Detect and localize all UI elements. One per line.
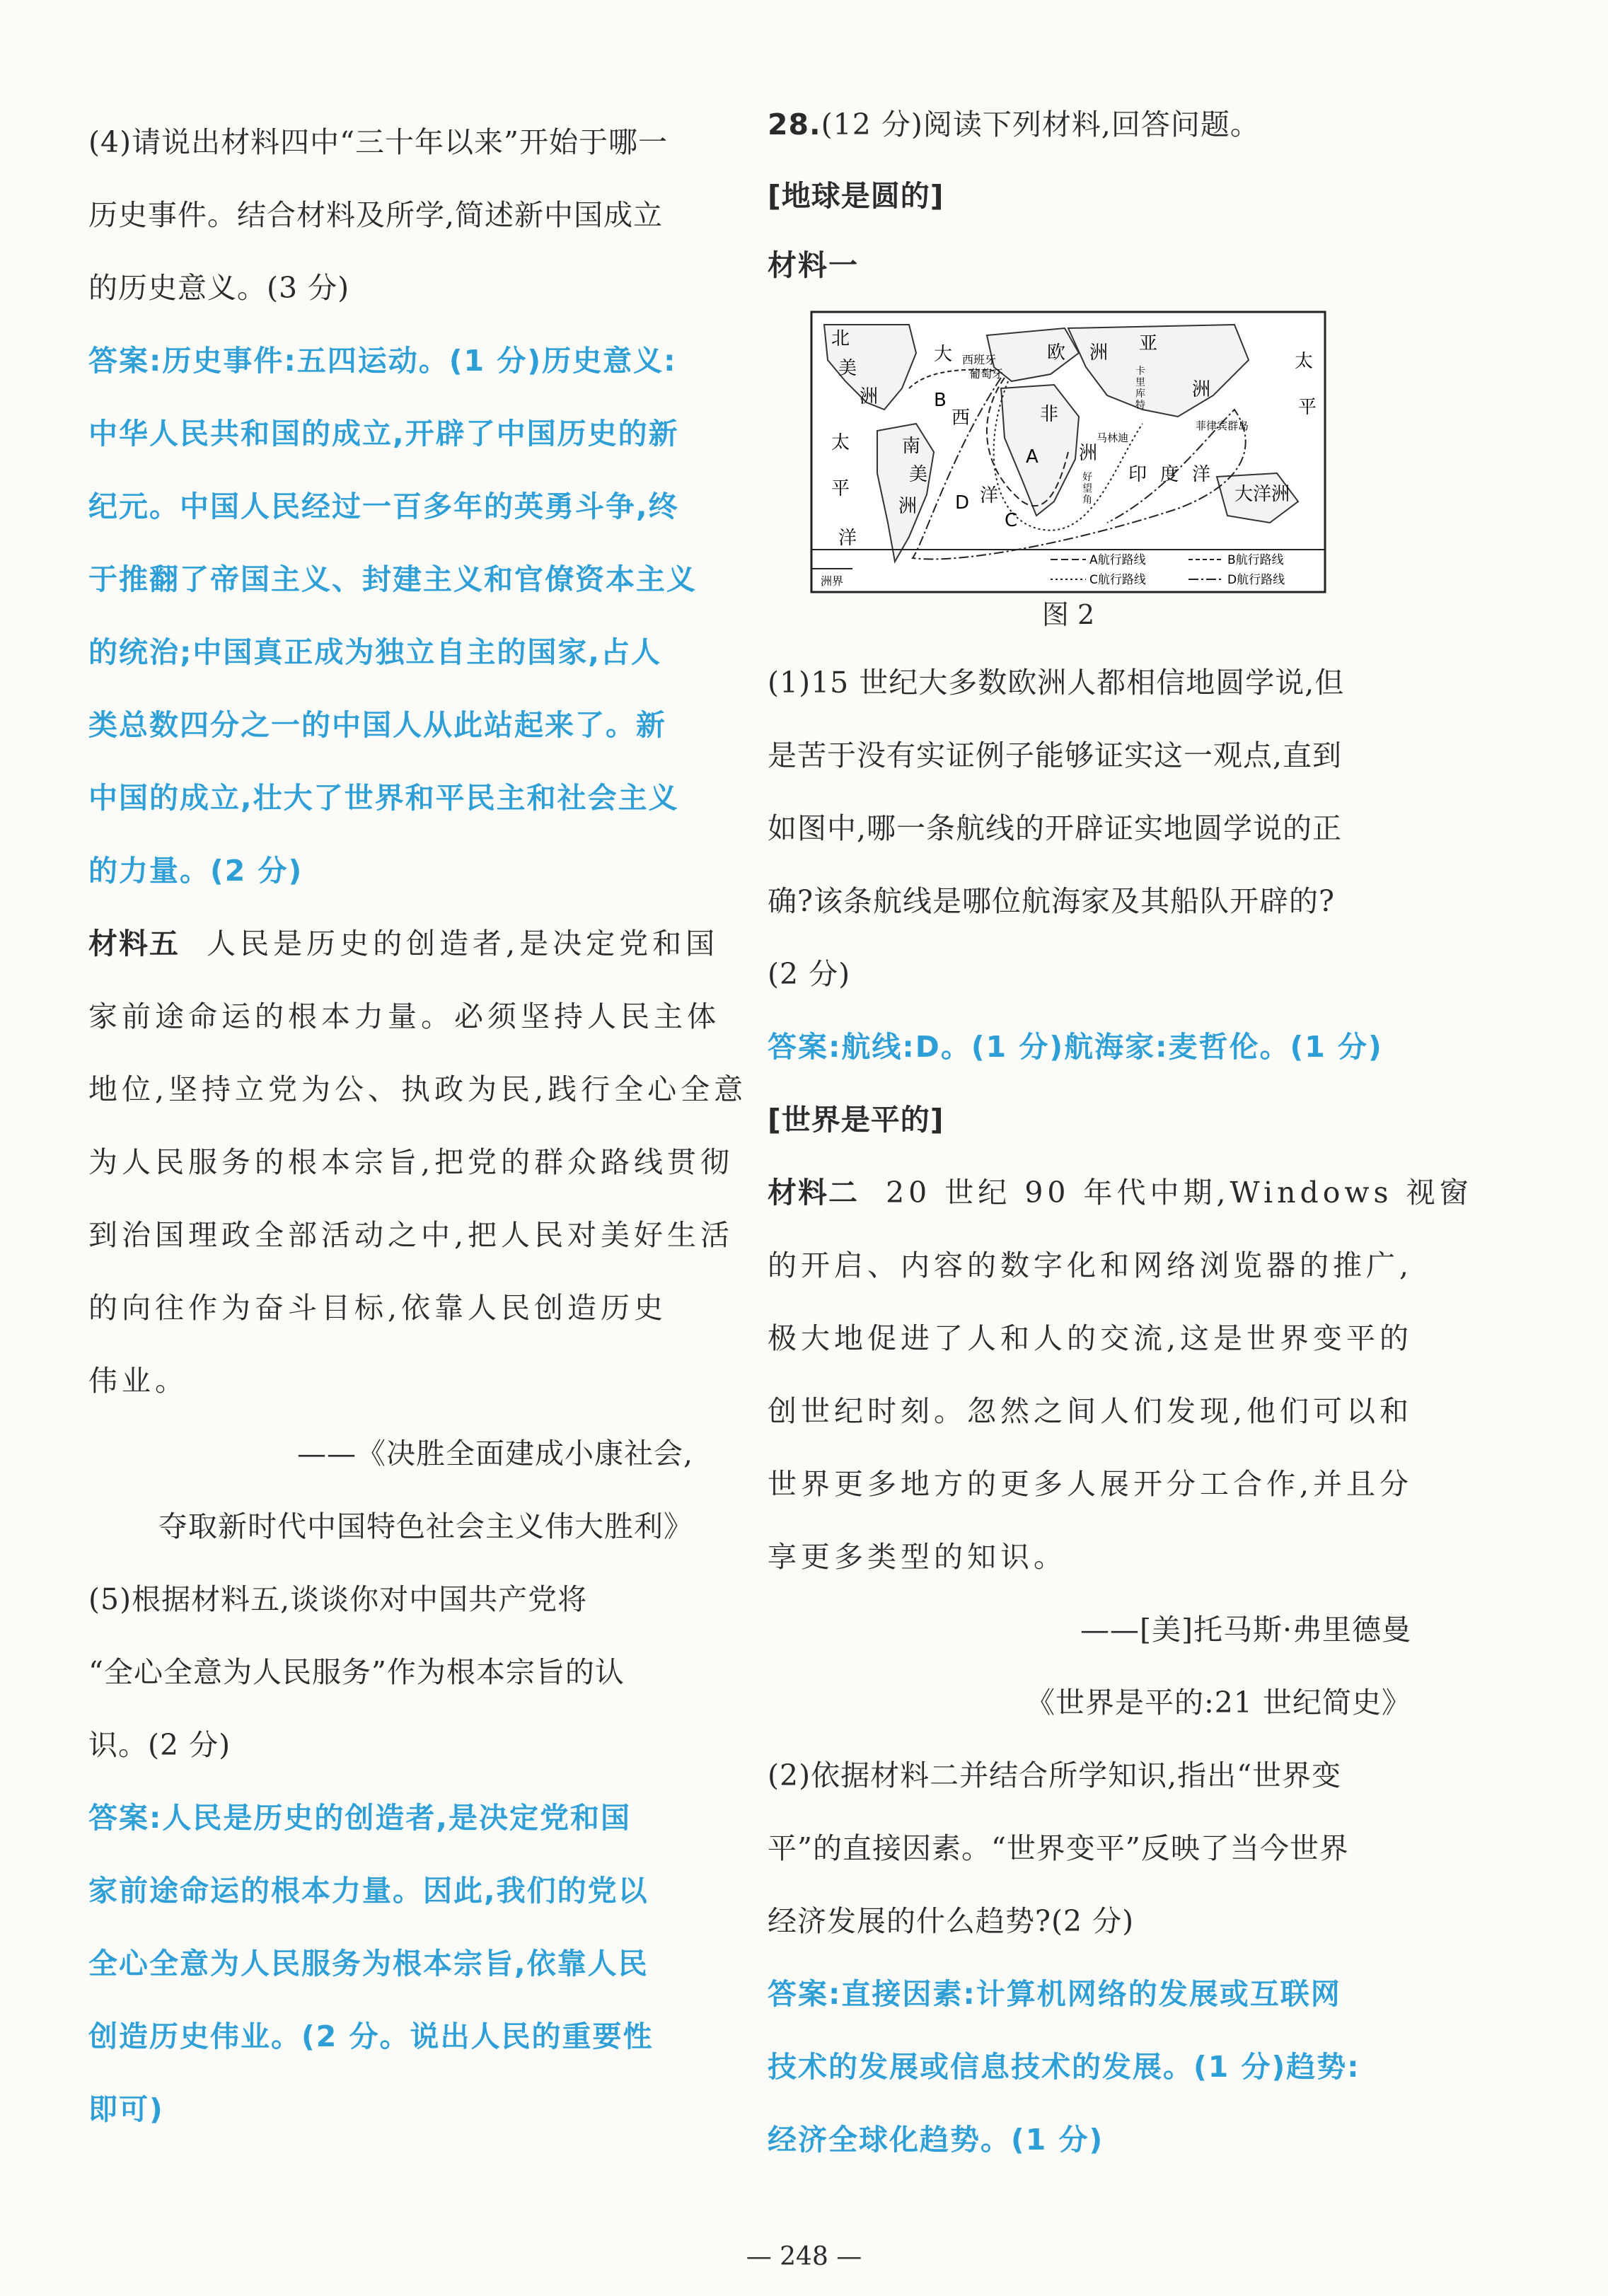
map-label: 西 — [952, 407, 971, 429]
map-label: 洲 — [1089, 342, 1109, 364]
q4-answer-line: 中华人民共和国的成立,开辟了中国历史的新 — [88, 417, 679, 451]
q2-answer-line: 答案:直接因素:计算机网络的发展或互联网 — [768, 1977, 1341, 2011]
material2-label: 材料二 — [768, 1176, 859, 1210]
map-label: 美 — [838, 358, 857, 379]
map-label: 特 — [1135, 400, 1145, 411]
map-label: 大 — [934, 344, 953, 365]
map-label: A — [1026, 446, 1039, 468]
material2-text: 20 世纪 90 年代中期,Windows 视窗 — [886, 1176, 1473, 1210]
q1-block — [768, 647, 1473, 2176]
material5-source: ——《决胜全面建成小康社会, — [296, 1437, 693, 1471]
q5-answer-line: 答案:人民是历史的创造者,是决定党和国 — [88, 1801, 631, 1835]
right-column — [768, 88, 1473, 2176]
material5-line: 伟业。 — [88, 1364, 188, 1398]
q2-line: 经济发展的什么趋势?(2 分) — [768, 1904, 1135, 1938]
material2-line: 的开启、内容的数字化和网络浏览器的推广, — [768, 1248, 1413, 1282]
q4-answer-line: 中国的成立,壮大了世界和平民主和社会主义 — [88, 781, 679, 815]
map-label: 卡 — [1135, 366, 1145, 377]
q2-line: 平”的直接因素。“世界变平”反映了当今世界 — [768, 1831, 1349, 1865]
material1-label: 材料一 — [768, 248, 859, 282]
map-label: 亚 — [1139, 333, 1158, 354]
map-label: 平 — [831, 478, 850, 499]
material5-line: 的向往作为奋斗目标,依靠人民创造历史 — [88, 1291, 668, 1325]
q1-line: 确?该条航线是哪位航海家及其船队开辟的? — [768, 884, 1335, 918]
q1-line: (2 分) — [768, 957, 851, 991]
material2-line: 享更多类型的知识。 — [768, 1540, 1067, 1574]
q28-intro: (12 分)阅读下列材料,回答问题。 — [821, 108, 1260, 141]
legend-c-label: C航行路线 — [1089, 573, 1146, 587]
map-label: 望 — [1082, 483, 1092, 494]
legend-border-label: 洲界 — [821, 574, 844, 588]
material5-source: 夺取新时代中国特色社会主义伟大胜利》 — [158, 1509, 693, 1543]
map-label: 太 — [831, 432, 850, 453]
map-label: B — [934, 390, 947, 411]
q4-line: 的历史意义。(3 分) — [88, 271, 350, 305]
map-label: 马林迪 — [1097, 431, 1129, 444]
map-label: 洲 — [860, 386, 879, 407]
q5-line: “全心全意为人民服务”作为根本宗旨的认 — [88, 1655, 625, 1689]
map-label: 好 — [1082, 472, 1092, 483]
material5-line — [88, 908, 719, 980]
q1-line: (1)15 世纪大多数欧洲人都相信地圆学说,但 — [768, 666, 1345, 700]
map-label: 欧 — [1047, 342, 1066, 364]
map-label: 北 — [831, 328, 850, 349]
material5-line: 家前途命运的根本力量。必须坚持人民主体 — [88, 999, 720, 1033]
material5-line: 到治国理政全部活动之中,把人民对美好生活 — [88, 1218, 734, 1252]
q1-answer: 答案:航线:D。(1 分)航海家:麦哲伦。(1 分) — [768, 1030, 1383, 1064]
q28-number: 28. — [768, 108, 821, 141]
map-label: 印 — [1128, 464, 1147, 485]
section-flat-world: [世界是平的] — [768, 1103, 944, 1137]
section-round-earth: [地球是圆的] — [768, 179, 944, 213]
map-label: 度 — [1160, 464, 1179, 485]
world-map — [810, 311, 1326, 593]
legend-a-label: A航行路线 — [1089, 553, 1146, 567]
map-label: 洲 — [898, 496, 918, 517]
map-label: 西班牙 — [962, 353, 997, 366]
q1-line: 如图中,哪一条航线的开辟证实地圆学说的正 — [768, 811, 1343, 845]
material2-line: 创世纪时刻。忽然之间人们发现,他们可以和 — [768, 1394, 1413, 1428]
map-label: 里 — [1135, 377, 1145, 388]
map-label: 非 — [1040, 404, 1059, 425]
q2-answer-line: 技术的发展或信息技术的发展。(1 分)趋势: — [768, 2050, 1360, 2084]
q5-answer-line: 即可) — [88, 2092, 164, 2126]
q4-answer-line: 的力量。(2 分) — [88, 854, 303, 888]
map-label: 洋 — [980, 485, 999, 506]
map-label: 菲律宾群岛 — [1196, 419, 1249, 432]
material2-line: 世界更多地方的更多人展开分工合作,并且分 — [768, 1467, 1413, 1501]
left-column — [88, 106, 748, 2146]
q5-line: (5)根据材料五,谈谈你对中国共产党将 — [88, 1582, 588, 1616]
map-label: 洋 — [838, 528, 857, 549]
q4-answer-line: 类总数四分之一的中国人从此站起来了。新 — [88, 708, 666, 742]
q5-answer-line: 家前途命运的根本力量。因此,我们的党以 — [88, 1874, 649, 1908]
world-map-figure — [810, 311, 1326, 593]
map-label: 葡萄牙 — [969, 367, 1004, 381]
map-label: 太 — [1295, 351, 1314, 372]
q5-answer-line: 创造历史伟业。(2 分。说出人民的重要性 — [88, 2019, 654, 2053]
page-number: — 248 — — [746, 2242, 862, 2271]
q2-line: (2)依据材料二并结合所学知识,指出“世界变 — [768, 1758, 1342, 1792]
material2-source: 《世界是平的:21 世纪简史》 — [1025, 1686, 1411, 1720]
map-label: 洋 — [1192, 464, 1211, 485]
map-label: 库 — [1135, 388, 1145, 400]
q4-answer-line: 纪元。中国人民经过一百多年的英勇斗争,终 — [88, 489, 679, 523]
q1-line: 是苦于没有实证例子能够证实这一观点,直到 — [768, 738, 1343, 772]
q4-answer-line: 的统治;中国真正成为独立自主的国家,占人 — [88, 635, 661, 669]
q2-answer-line: 经济全球化趋势。(1 分) — [768, 2123, 1104, 2157]
material5-line: 为人民服务的根本宗旨,把党的群众路线贯彻 — [88, 1145, 734, 1179]
map-label: D — [955, 492, 970, 514]
q28-intro-line — [768, 88, 1422, 161]
legend-b-label: B航行路线 — [1227, 553, 1284, 567]
map-label: C — [1005, 510, 1018, 531]
map-label: 洲 — [1079, 443, 1098, 464]
q4-answer-line: 于推翻了帝国主义、封建主义和官僚资本主义 — [88, 562, 697, 596]
q5-line: 识。(2 分) — [88, 1728, 231, 1762]
material2-line: 极大地促进了人和人的交流,这是世界变平的 — [768, 1321, 1413, 1355]
map-label: 南 — [902, 436, 921, 457]
q4-line: 历史事件。结合材料及所学,简述新中国成立 — [88, 198, 664, 232]
map-label: 洲 — [1192, 379, 1211, 400]
map-label: 角 — [1082, 494, 1092, 506]
material2-line — [768, 1156, 1473, 1229]
q4-line: (4)请说出材料四中“三十年以来”开始于哪一 — [88, 125, 668, 159]
q4-answer-line: 答案:历史事件:五四运动。(1 分)历史意义: — [88, 344, 677, 378]
map-label: 美 — [909, 464, 928, 485]
map-label: 平 — [1298, 397, 1317, 418]
map-label: 大洋洲 — [1234, 484, 1290, 505]
q5-answer-line: 全心全意为人民服务为根本宗旨,依靠人民 — [88, 1947, 649, 1981]
material5-label: 材料五 — [88, 927, 180, 961]
figure-caption: 图 2 — [1041, 599, 1095, 630]
material5-text: 人民是历史的创造者,是决定党和国 — [207, 927, 719, 961]
material2-source: ——[美]托马斯·弗里德曼 — [1080, 1613, 1411, 1647]
material5-line: 地位,坚持立党为公、执政为民,践行全心全意 — [88, 1072, 748, 1106]
legend-d-label: D航行路线 — [1227, 573, 1285, 587]
